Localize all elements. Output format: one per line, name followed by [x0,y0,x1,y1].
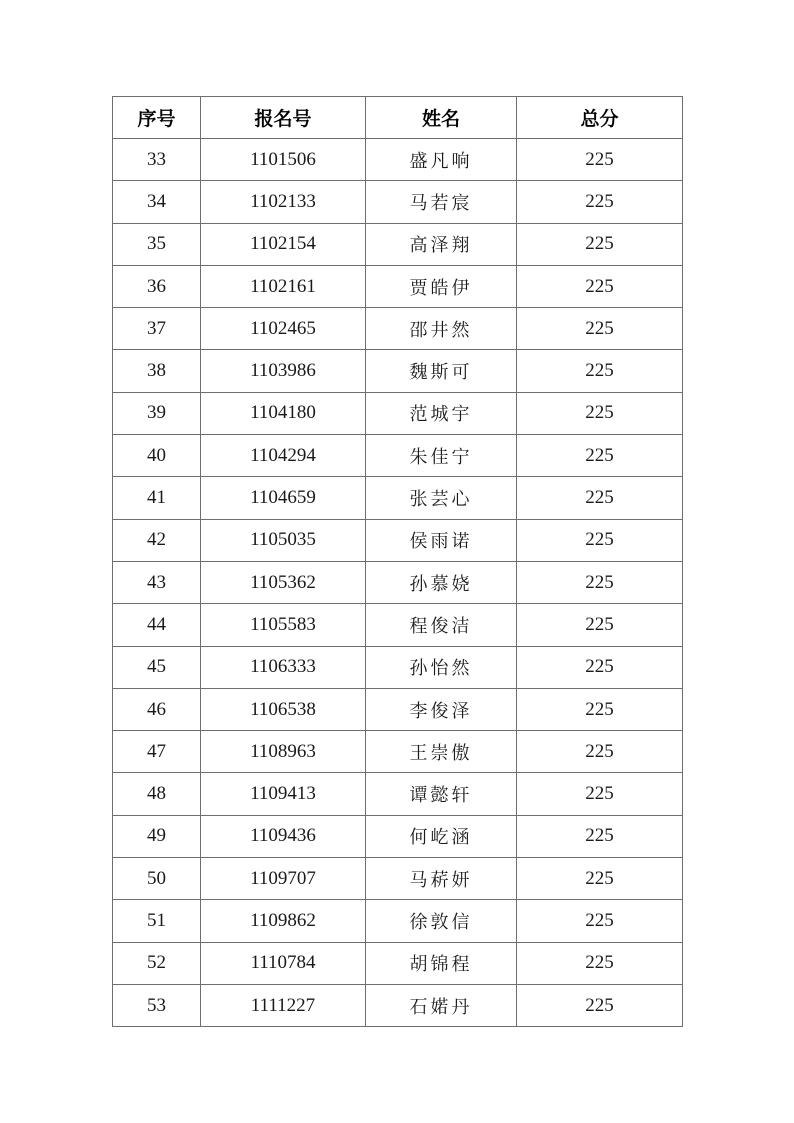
seq-cell: 47 [113,731,201,773]
table-row [113,392,683,434]
seq-cell: 33 [113,139,201,181]
score-cell: 225 [517,646,683,688]
score-cell: 225 [517,815,683,857]
name-cell: 孙慕娆 [366,561,517,603]
table-row [113,604,683,646]
name-cell: 张芸心 [366,477,517,519]
reg-no-cell: 1102154 [201,223,366,265]
score-cell: 225 [517,688,683,730]
reg-no-cell: 1110784 [201,942,366,984]
table-row [113,815,683,857]
header-name: 姓名 [366,97,517,139]
seq-cell: 45 [113,646,201,688]
name-cell: 何屹涵 [366,815,517,857]
name-cell: 胡锦程 [366,942,517,984]
seq-cell: 42 [113,519,201,561]
table-row [113,350,683,392]
name-cell: 徐敦信 [366,900,517,942]
reg-no-cell: 1109862 [201,900,366,942]
table-row [113,519,683,561]
table-row [113,139,683,181]
name-cell: 盛凡响 [366,139,517,181]
score-cell: 225 [517,350,683,392]
header-seq: 序号 [113,97,201,139]
table-header-row [113,97,683,139]
seq-cell: 34 [113,181,201,223]
score-cell: 225 [517,561,683,603]
name-cell: 马菥妍 [366,858,517,900]
seq-cell: 38 [113,350,201,392]
name-cell: 石婼丹 [366,984,517,1026]
name-cell: 马若宸 [366,181,517,223]
score-cell: 225 [517,392,683,434]
header-reg-no: 报名号 [201,97,366,139]
reg-no-cell: 1103986 [201,350,366,392]
reg-no-cell: 1101506 [201,139,366,181]
reg-no-cell: 1102161 [201,265,366,307]
table-row [113,646,683,688]
seq-cell: 37 [113,308,201,350]
score-cell: 225 [517,435,683,477]
seq-cell: 50 [113,858,201,900]
table-row [113,900,683,942]
score-cell: 225 [517,942,683,984]
score-cell: 225 [517,308,683,350]
score-cell: 225 [517,265,683,307]
name-cell: 贾皓伊 [366,265,517,307]
seq-cell: 53 [113,984,201,1026]
score-cell: 225 [517,139,683,181]
seq-cell: 35 [113,223,201,265]
reg-no-cell: 1109436 [201,815,366,857]
score-cell: 225 [517,477,683,519]
name-cell: 孙怡然 [366,646,517,688]
reg-no-cell: 1111227 [201,984,366,1026]
reg-no-cell: 1108963 [201,731,366,773]
reg-no-cell: 1104294 [201,435,366,477]
reg-no-cell: 1102133 [201,181,366,223]
name-cell: 邵井然 [366,308,517,350]
seq-cell: 43 [113,561,201,603]
score-cell: 225 [517,223,683,265]
score-cell: 225 [517,900,683,942]
score-cell: 225 [517,858,683,900]
table-row [113,435,683,477]
seq-cell: 41 [113,477,201,519]
score-cell: 225 [517,731,683,773]
table-row [113,477,683,519]
score-table [112,96,683,1027]
name-cell: 魏斯可 [366,350,517,392]
score-cell: 225 [517,984,683,1026]
name-cell: 王崇傲 [366,731,517,773]
table-body [113,139,683,1027]
reg-no-cell: 1106333 [201,646,366,688]
score-cell: 225 [517,604,683,646]
table-row [113,942,683,984]
score-cell: 225 [517,181,683,223]
name-cell: 范城宇 [366,392,517,434]
reg-no-cell: 1105583 [201,604,366,646]
table-row [113,773,683,815]
seq-cell: 52 [113,942,201,984]
seq-cell: 49 [113,815,201,857]
score-cell: 225 [517,519,683,561]
table-row [113,223,683,265]
name-cell: 高泽翔 [366,223,517,265]
reg-no-cell: 1109707 [201,858,366,900]
table-row [113,308,683,350]
reg-no-cell: 1105035 [201,519,366,561]
reg-no-cell: 1106538 [201,688,366,730]
name-cell: 谭懿轩 [366,773,517,815]
seq-cell: 39 [113,392,201,434]
name-cell: 朱佳宁 [366,435,517,477]
seq-cell: 40 [113,435,201,477]
table-row [113,561,683,603]
table-row [113,984,683,1026]
seq-cell: 46 [113,688,201,730]
table-row [113,731,683,773]
reg-no-cell: 1104180 [201,392,366,434]
name-cell: 程俊洁 [366,604,517,646]
seq-cell: 48 [113,773,201,815]
reg-no-cell: 1105362 [201,561,366,603]
header-score: 总分 [517,97,683,139]
reg-no-cell: 1102465 [201,308,366,350]
reg-no-cell: 1104659 [201,477,366,519]
score-cell: 225 [517,773,683,815]
table-row [113,265,683,307]
table-row [113,688,683,730]
seq-cell: 36 [113,265,201,307]
reg-no-cell: 1109413 [201,773,366,815]
name-cell: 侯雨诺 [366,519,517,561]
seq-cell: 51 [113,900,201,942]
name-cell: 李俊泽 [366,688,517,730]
table-row [113,181,683,223]
table-row [113,858,683,900]
seq-cell: 44 [113,604,201,646]
